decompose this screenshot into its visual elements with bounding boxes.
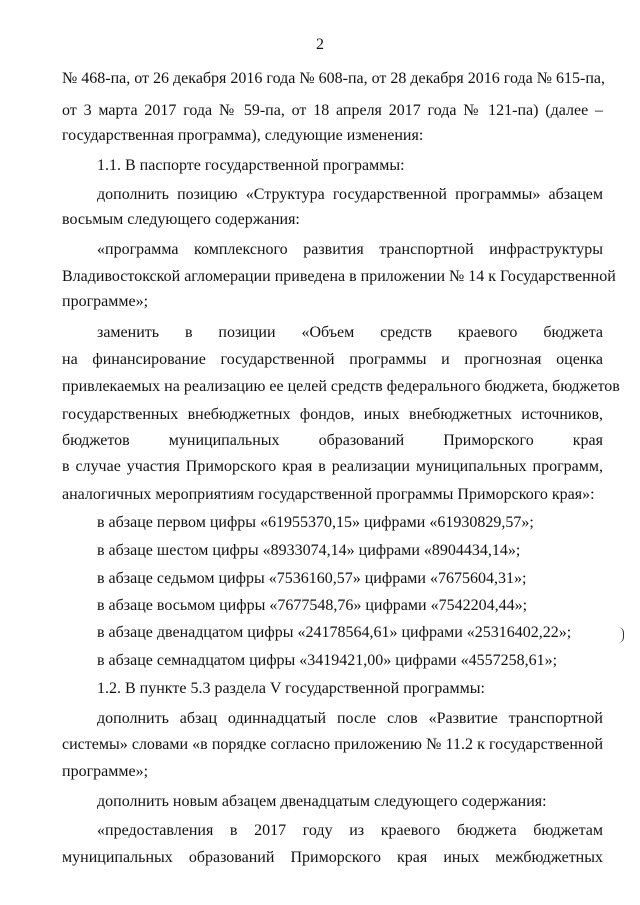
text-line: «предоставления в 2017 году из краевого бюджета бюджетам: [97, 822, 603, 839]
text-line: бюджетов муниципальных образований Приморского края: [62, 432, 603, 449]
text-line: в абзаце семнадцатом цифры «3419421,00» цифрами «4557258,61»;: [97, 652, 558, 669]
text-line: «программа комплексного развития транспортной инфраструктуры: [97, 241, 603, 258]
text-line: в абзаце седьмом цифры «7536160,57» цифрами «7675604,31»;: [97, 570, 527, 587]
text-line: государственных внебюджетных фондов, иных внебюджетных источников,: [62, 406, 603, 423]
text-line: дополнить новым абзацем двенадцатым следующего содержания:: [97, 793, 547, 810]
text-line: № 468-па, от 26 декабря 2016 года № 608-па, от 28 декабря 2016 года № 615-па,: [62, 70, 605, 87]
text-line: в абзаце восьмом цифры «7677548,76» цифрами «7542204,44»;: [97, 597, 528, 614]
text-line: в абзаце двенадцатом цифры «24178564,61» цифрами «25316402,22»;: [97, 624, 572, 641]
text-line: от 3 марта 2017 года № 59-па, от 18 апреля 2017 года № 121-па) (далее –: [62, 102, 603, 119]
text-line: муниципальных образований Приморского края иных межбюджетных: [62, 849, 603, 866]
text-line: дополнить позицию «Структура государственной программы» абзацем: [97, 186, 603, 203]
text-line: программе»;: [62, 293, 149, 310]
text-line: на финансирование государственной программы и прогнозная оценка: [62, 351, 603, 368]
text-line: государственная программа), следующие изменения:: [62, 127, 424, 144]
text-line: в абзаце шестом цифры «8933074,14» цифрами «8904434,14»;: [97, 542, 521, 559]
text-line: в случае участия Приморского края в реализации муниципальных программ,: [62, 458, 603, 475]
text-line: дополнить абзац одиннадцатый после слов «Развитие транспортной: [97, 710, 603, 727]
text-line: 1.1. В паспорте государственной программы:: [97, 157, 405, 174]
text-line: Владивостокской агломерации приведена в приложении № 14 к Государственной: [62, 268, 616, 285]
text-line: восьмым следующего содержания:: [62, 211, 300, 228]
page-number: 2: [316, 36, 324, 53]
text-line: привлекаемых на реализацию ее целей средств федерального бюджета, бюджетов: [62, 378, 620, 395]
text-line: аналогичных мероприятиям государственной программы Приморского края»:: [62, 486, 595, 503]
text-line: 1.2. В пункте 5.3 раздела V государственной программы:: [97, 680, 485, 697]
scan-margin-mark: [618, 627, 624, 643]
text-line: в абзаце первом цифры «61955370,15» цифрами «61930829,57»;: [97, 514, 534, 531]
text-line: системы» словами «в порядке согласно приложению № 11.2 к государственной: [62, 736, 603, 753]
text-line: программе»;: [62, 763, 149, 780]
text-line: заменить в позиции «Объем средств краевого бюджета: [97, 324, 603, 341]
